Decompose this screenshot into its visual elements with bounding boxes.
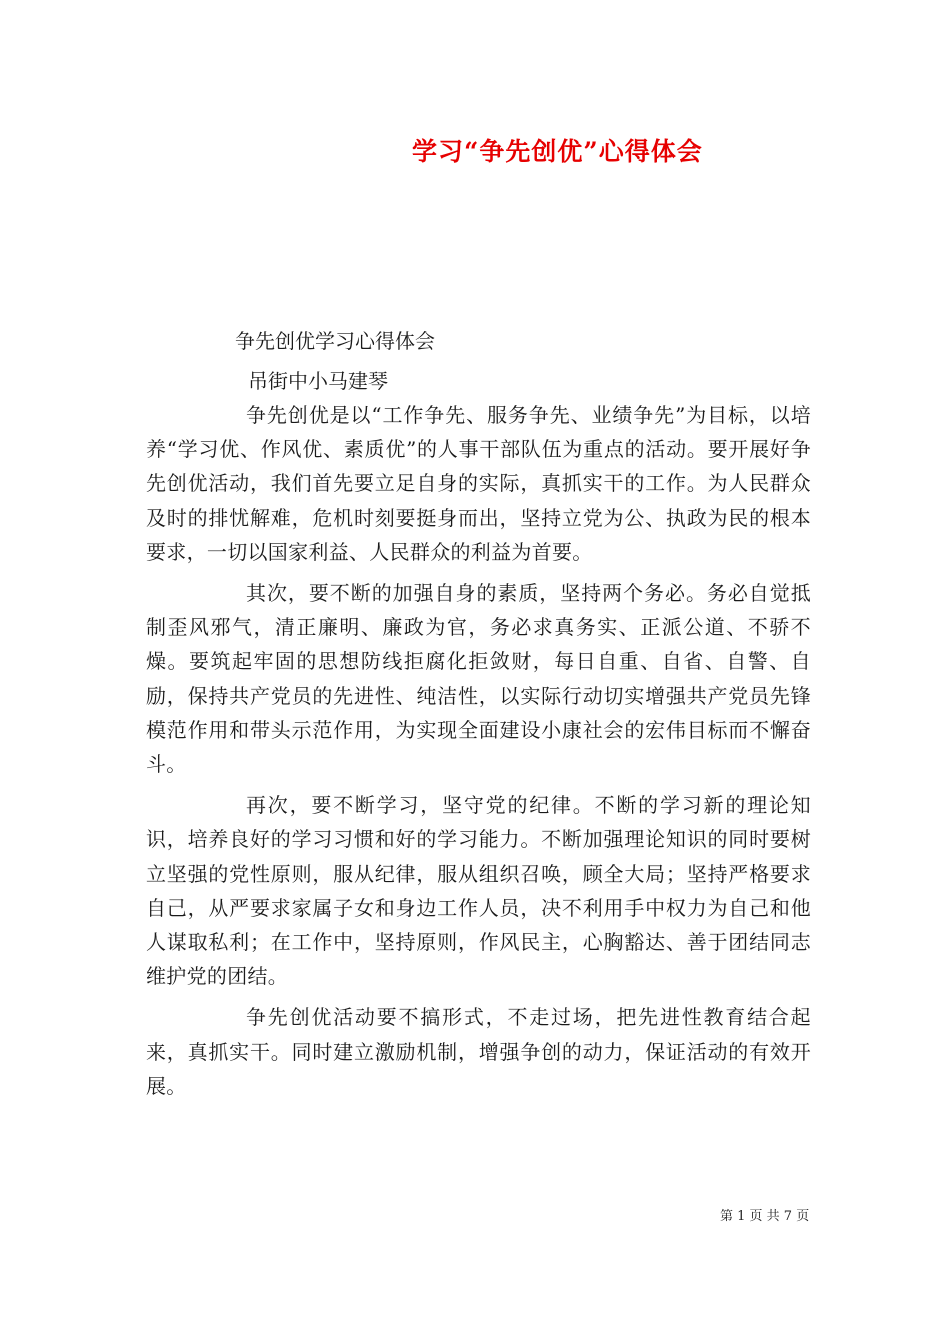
paragraph-2: 其次，要不断的加强自身的素质，坚持两个务必。务必自觉抵制歪风邪气，清正廉明、廉政为官，务必求真务实、正派公道、不骄不燥。要筑起牢固的思想防线拒腐化拒敛财，每日自重、自省、自警、自励，保持共产党员的先进性、纯洁性，以实际行动切实增强共产党员先锋模范作用和带头示范作用，为实现全面建设小康社会的宏伟目标而不懈奋斗。 (146, 581, 811, 777)
document-title: 学习“争先创优”心得体会 (412, 137, 703, 166)
page-number-footer: 第 1 页 共 7 页 (720, 1209, 810, 1224)
paragraph-3: 再次，要不断学习，坚守党的纪律。不断的学习新的理论知识，培养良好的学习习惯和好的学习能力。不断加强理论知识的同时要树立坚强的党性原则，服从纪律，服从组织召唤，顾全大局；坚持严格要求自己，从严要求家属子女和身边工作人员，决不利用手中权力为自己和他人谋取私利；在工作中，坚持原则，作风民主，心胸豁达、善于团结同志维护党的团结。 (146, 793, 811, 989)
document-author: 吊街中小马建琴 (248, 369, 388, 393)
document-subtitle: 争先创优学习心得体会 (235, 329, 435, 353)
document-body (146, 398, 811, 1110)
paragraph-4: 争先创优活动要不搞形式，不走过场，把先进性教育结合起来，真抓实干。同时建立激励机制，增强争创的动力，保证活动的有效开展。 (146, 1005, 811, 1098)
paragraph-1: 争先创优是以“工作争先、服务争先、业绩争先”为目标，以培养“学习优、作风优、素质优”的人事干部队伍为重点的活动。要开展好争先创优活动，我们首先要立足自身的实际，真抓实干的工作。为人民群众及时的排忧解难，危机时刻要挺身而出，坚持立党为公、执政为民的根本要求，一切以国家利益、人民群众的利益为首要。 (146, 403, 811, 564)
